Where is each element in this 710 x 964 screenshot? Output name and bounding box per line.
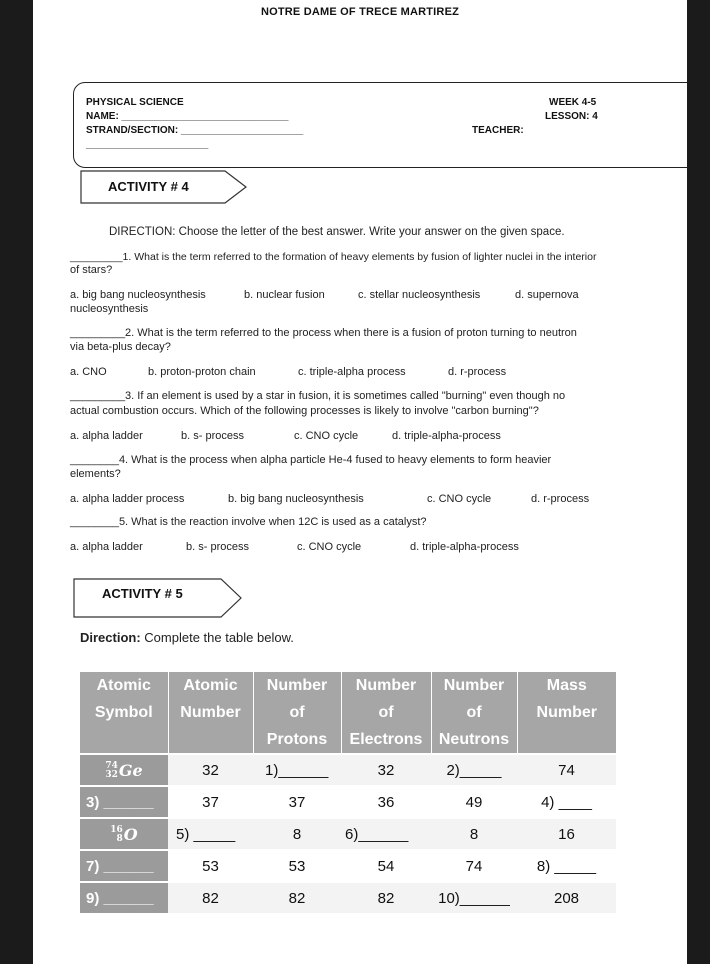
table-row	[80, 818, 616, 850]
header-mass-number: Mass Number	[517, 672, 616, 754]
q1-option-c: c. stellar nucleosynthesis	[358, 289, 481, 301]
cell-atomic-number: 37	[168, 786, 253, 818]
cell-atomic-number: 82	[168, 882, 253, 913]
table-row	[80, 786, 616, 818]
q5-option-d: d. triple-alpha-process	[410, 541, 519, 553]
header-atomic-number: Atomic Number	[168, 672, 253, 754]
cell-electrons: 82	[341, 882, 431, 913]
q5-option-c: c. CNO cycle	[297, 541, 362, 553]
cell-neutrons-blank-2[interactable]: 2)_____	[431, 754, 517, 786]
extra-blank-line: ______________________	[86, 139, 209, 150]
school-name: NOTRE DAME OF TRECE MARTIREZ	[260, 6, 460, 18]
activity-5-direction	[80, 630, 294, 645]
table-header-row	[80, 672, 616, 754]
question-3-cont: actual combustion occurs. Which of the following processes is likely to involve "carbon burning"?	[70, 405, 539, 417]
q3-option-d: d. triple-alpha-process	[392, 430, 501, 442]
cell-neutrons-blank-10[interactable]: 10)______	[431, 882, 517, 913]
q2-option-d: d. r-process	[448, 366, 507, 378]
question-5: ________5. What is the reaction involve when 12C is used as a catalyst?	[70, 516, 427, 528]
cell-mass-blank-4[interactable]: 4) ____	[517, 786, 616, 818]
cell-symbol-blank-7[interactable]: 7) ______	[80, 850, 168, 882]
question-1: _________1. What is the term referred to the formation of heavy elements by fusion of lighter nuclei in the interior	[70, 251, 597, 263]
cell-protons: 8	[253, 818, 341, 850]
oxygen-isotope-symbol: 16 8O	[110, 824, 138, 844]
direction-text: Complete the table below.	[140, 630, 294, 645]
question-2: _________2. What is the term referred to the process when there is a fusion of proton turning to neutron	[70, 327, 577, 339]
cell-symbol-blank-3[interactable]: 3) ______	[80, 786, 168, 818]
q3-option-b: b. s- process	[181, 430, 244, 442]
cell-atomic-number: 32	[168, 754, 253, 786]
cell-protons-blank-1[interactable]: 1)______	[253, 754, 341, 786]
week-label: WEEK 4-5	[549, 97, 597, 108]
header-electrons: Number of Electrons	[341, 672, 431, 754]
header-atomic-symbol: Atomic Symbol	[80, 672, 168, 754]
direction-label: Direction:	[80, 630, 141, 645]
cell-protons: 37	[253, 786, 341, 818]
q1-option-b: b. nuclear fusion	[244, 289, 325, 301]
q4-option-b: b. big bang nucleosynthesis	[228, 493, 364, 505]
q1-option-a: a. big bang nucleosynthesis	[70, 289, 206, 301]
header-neutrons: Number of Neutrons	[431, 672, 517, 754]
lesson-label: LESSON: 4	[545, 111, 598, 122]
q4-option-d: d. r-process	[531, 493, 590, 505]
q3-option-a: a. alpha ladder	[70, 430, 143, 442]
header-protons: Number of Protons	[253, 672, 341, 754]
cell-neutrons: 49	[431, 786, 517, 818]
cell-mass-number: 16	[517, 818, 616, 850]
activity-4-title: ACTIVITY # 4	[108, 179, 189, 194]
germanium-isotope-symbol: 74 32Ge	[105, 760, 143, 780]
cell-electrons: 54	[341, 850, 431, 882]
cell-electrons: 32	[341, 754, 431, 786]
q2-option-a: a. CNO	[70, 366, 107, 378]
q4-option-c: c. CNO cycle	[427, 493, 492, 505]
q4-option-a: a. alpha ladder process	[70, 493, 185, 505]
cell-electrons-blank-6[interactable]: 6)______	[341, 818, 431, 850]
q1-option-d: d. supernova	[515, 289, 579, 301]
activity-5-heading	[73, 578, 243, 618]
table-row	[80, 850, 616, 882]
name-field: NAME: ______________________________	[86, 111, 289, 122]
q5-option-a: a. alpha ladder	[70, 541, 143, 553]
cell-electrons: 36	[341, 786, 431, 818]
q2-option-b: b. proton-proton chain	[148, 366, 256, 378]
question-3: _________3. If an element is used by a star in fusion, it is sometimes called "burning" even though no	[70, 390, 566, 402]
cell-protons: 82	[253, 882, 341, 913]
q2-option-c: c. triple-alpha process	[298, 366, 406, 378]
q1-option-a-cont: nucleosynthesis	[70, 303, 149, 315]
atomic-structure-table	[80, 672, 616, 913]
teacher-label: TEACHER:	[472, 125, 524, 136]
worksheet-page	[33, 0, 687, 964]
cell-symbol-blank-9[interactable]: 9) ______	[80, 882, 168, 913]
question-2-cont: via beta-plus decay?	[70, 341, 171, 353]
cell-mass-number: 208	[517, 882, 616, 913]
cell-neutrons: 74	[431, 850, 517, 882]
subject-label: PHYSICAL SCIENCE	[86, 97, 184, 108]
q3-option-c: c. CNO cycle	[294, 430, 359, 442]
activity-4-heading	[80, 170, 248, 204]
table-row	[80, 882, 616, 913]
question-4-cont: elements?	[70, 468, 121, 480]
table-row	[80, 754, 616, 786]
question-4: ________4. What is the process when alpha particle He-4 fused to heavy elements to form heavier	[70, 454, 552, 466]
q5-option-b: b. s- process	[186, 541, 249, 553]
cell-symbol	[80, 818, 168, 850]
cell-atomic-number: 53	[168, 850, 253, 882]
cell-mass-blank-8[interactable]: 8) _____	[517, 850, 616, 882]
strand-section-field: STRAND/SECTION: ______________________	[86, 125, 304, 136]
cell-neutrons: 8	[431, 818, 517, 850]
cell-protons: 53	[253, 850, 341, 882]
cell-atomic-blank-5[interactable]: 5) _____	[168, 818, 253, 850]
activity-5-title: ACTIVITY # 5	[102, 586, 183, 601]
activity-4-direction: DIRECTION: Choose the letter of the best answer. Write your answer on the given space.	[109, 226, 565, 238]
cell-symbol	[80, 754, 168, 786]
question-1-cont: of stars?	[70, 264, 113, 276]
cell-mass-number: 74	[517, 754, 616, 786]
